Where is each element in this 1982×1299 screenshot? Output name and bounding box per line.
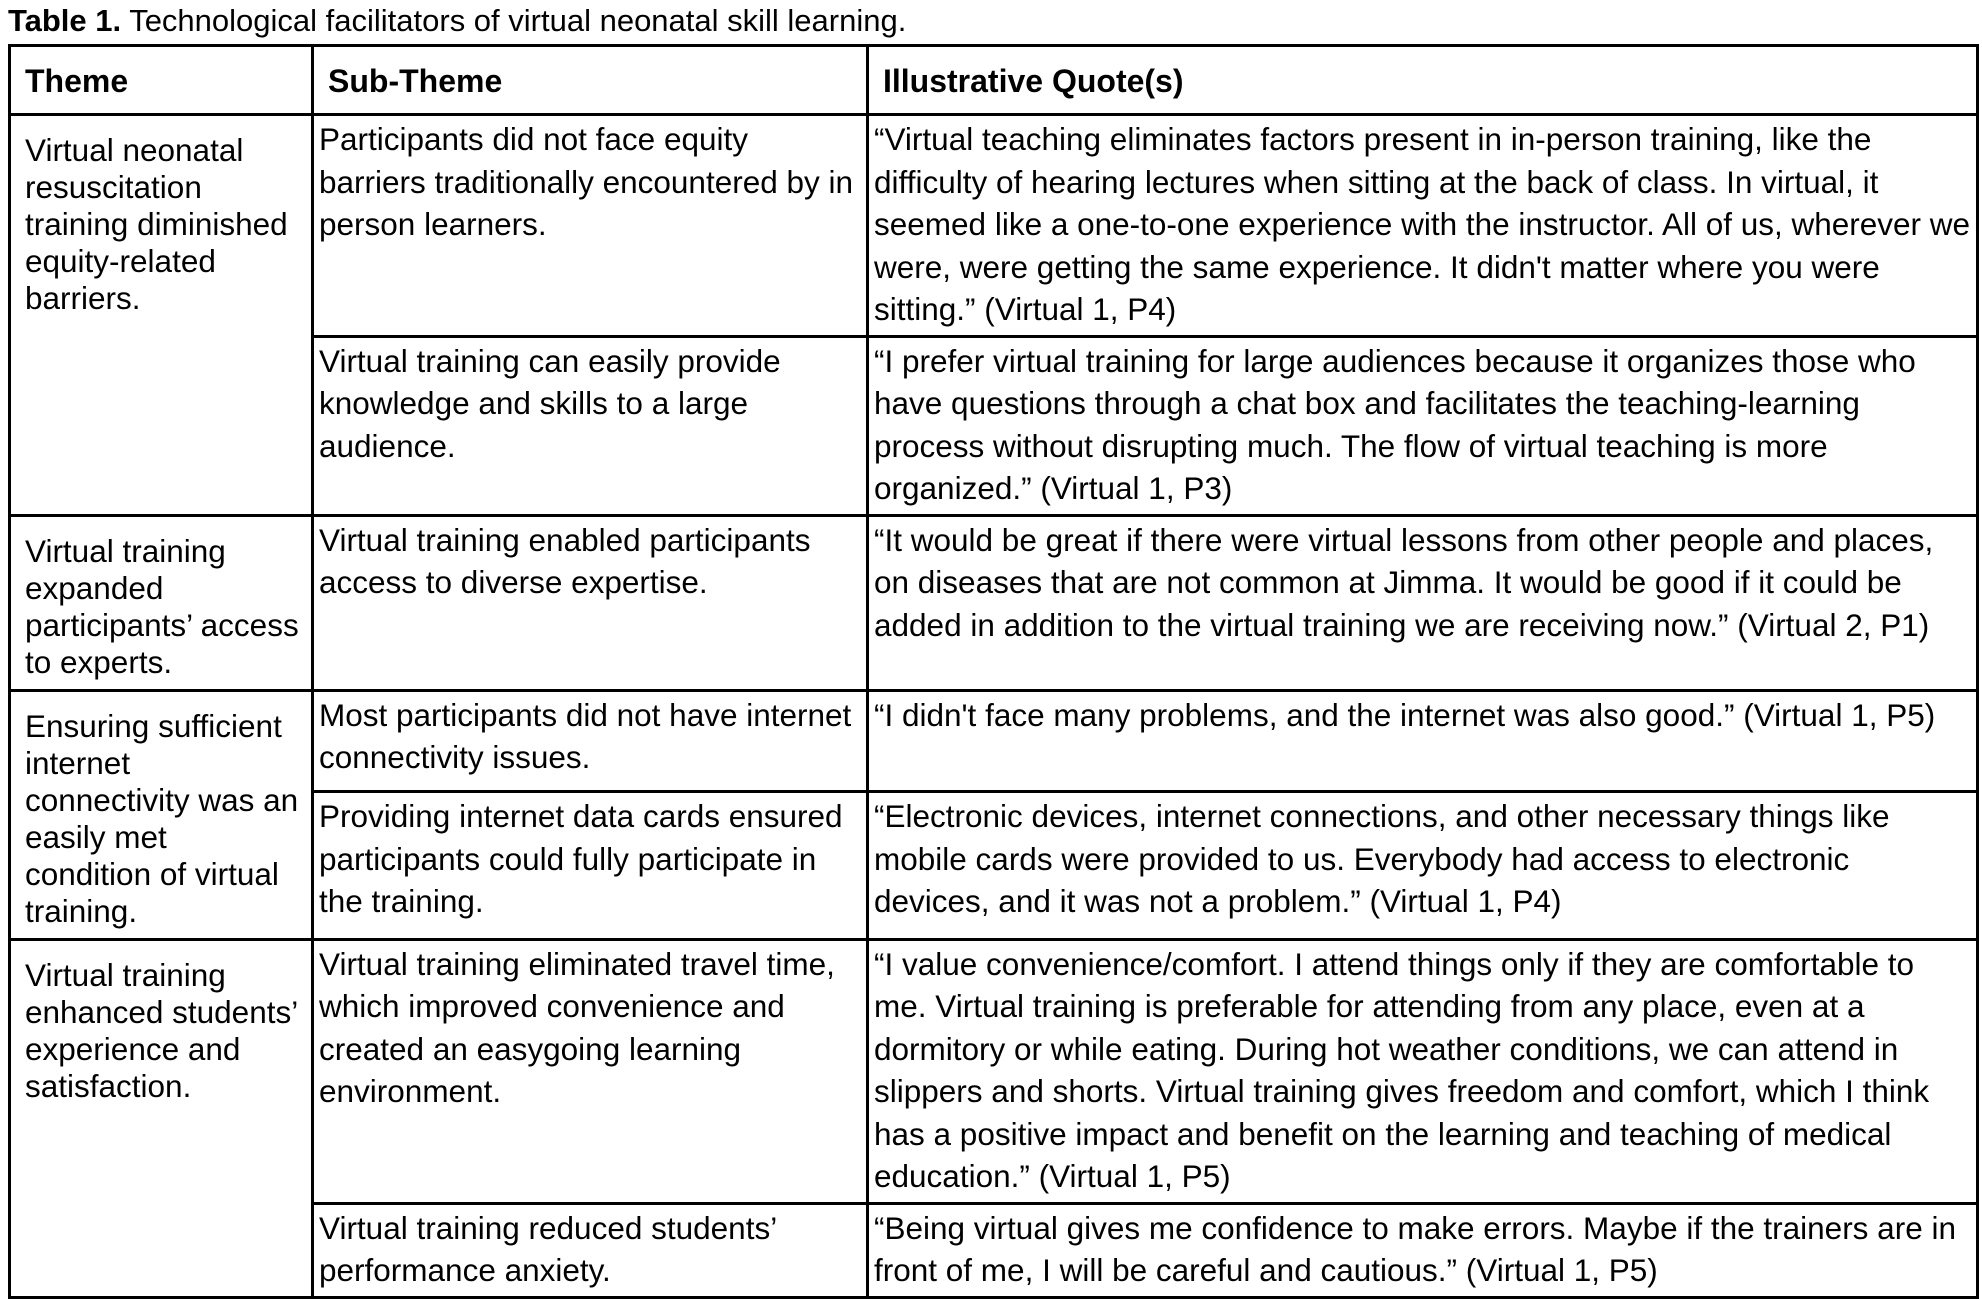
quote-cell: “I didn't face many problems, and the internet was also good.” (Virtual 1, P5)	[868, 690, 1978, 792]
header-quote: Illustrative Quote(s)	[868, 46, 1978, 115]
subtheme-cell: Most participants did not have internet connectivity issues.	[313, 690, 868, 792]
facilitators-table	[8, 44, 1979, 1299]
table-row	[10, 515, 1978, 690]
quote-cell: “I prefer virtual training for large audiences because it organizes those who have questions through a chat box and facilitates the teaching-learning process without disrupting much. The flow of virtual teaching is more organized.” (Virtual 1, P3)	[868, 336, 1978, 515]
theme-cell: Virtual training enhanced students’ experience and satisfaction.	[10, 939, 313, 1297]
table-caption	[8, 2, 906, 40]
table-row	[10, 115, 1978, 337]
quote-cell: “Being virtual gives me confidence to make errors. Maybe if the trainers are in front of me, I will be careful and cautious.” (Virtual 1, P5)	[868, 1203, 1978, 1297]
header-theme: Theme	[10, 46, 313, 115]
subtheme-cell: Participants did not face equity barriers traditionally encountered by in person learners.	[313, 115, 868, 337]
caption-label: Table 1.	[8, 3, 122, 38]
subtheme-cell: Virtual training reduced students’ performance anxiety.	[313, 1203, 868, 1297]
table-row	[10, 690, 1978, 792]
subtheme-cell: Virtual training eliminated travel time, which improved convenience and created an easygoing learning environment.	[313, 939, 868, 1203]
quote-cell: “I value convenience/comfort. I attend things only if they are comfortable to me. Virtual training is preferable for attending from any place, even at a dormitory or while eating. During hot weather conditions, we can attend in slippers and shorts. Virtual training gives freedom and comfort, which I think has a positive impact and benefit on the learning and teaching of medical education.” (Virtual 1, P5)	[868, 939, 1978, 1203]
caption-text: Technological facilitators of virtual neonatal skill learning.	[121, 3, 907, 38]
table-row	[10, 939, 1978, 1203]
table-header-row	[10, 46, 1978, 115]
theme-cell: Virtual training expanded participants’ access to experts.	[10, 515, 313, 690]
theme-cell: Ensuring sufficient internet connectivity was an easily met condition of virtual training.	[10, 690, 313, 939]
quote-cell: “It would be great if there were virtual lessons from other people and places, on diseases that are not common at Jimma. It would be good if it could be added in addition to the virtual training we are receiving now.” (Virtual 2, P1)	[868, 515, 1978, 690]
subtheme-cell: Virtual training can easily provide knowledge and skills to a large audience.	[313, 336, 868, 515]
subtheme-cell: Virtual training enabled participants access to diverse expertise.	[313, 515, 868, 690]
header-subtheme: Sub-Theme	[313, 46, 868, 115]
quote-cell: “Electronic devices, internet connections, and other necessary things like mobile cards were provided to us. Everybody had access to electronic devices, and it was not a problem.” (Virtual 1, P4)	[868, 792, 1978, 939]
quote-cell: “Virtual teaching eliminates factors present in in-person training, like the difficulty of hearing lectures when sitting at the back of class. In virtual, it seemed like a one-to-one experience with the instructor. All of us, wherever we were, were getting the same experience. It didn't matter where you were sitting.” (Virtual 1, P4)	[868, 115, 1978, 337]
subtheme-cell: Providing internet data cards ensured participants could fully participate in the training.	[313, 792, 868, 939]
theme-cell: Virtual neonatal resuscitation training diminished equity-related barriers.	[10, 115, 313, 516]
